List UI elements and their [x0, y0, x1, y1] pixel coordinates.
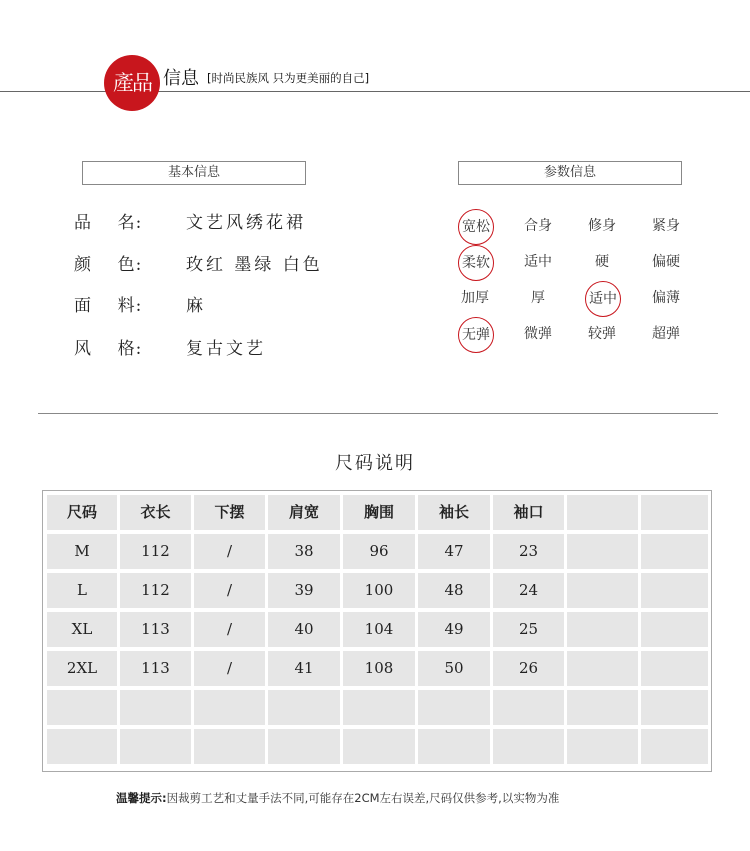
table-cell: [641, 534, 708, 569]
table-header-cell: 肩宽: [268, 495, 340, 530]
param-option: 超弹: [652, 326, 680, 342]
param-option: 紧身: [652, 218, 680, 234]
section-divider: [38, 413, 718, 414]
info-value: 麻: [186, 296, 206, 316]
table-cell: [343, 690, 415, 725]
table-cell: [268, 729, 340, 764]
table-cell: [343, 729, 415, 764]
table-cell: 49: [418, 612, 490, 647]
table-cell: /: [194, 651, 265, 686]
table-cell: [641, 612, 708, 647]
table-header-cell: 尺码: [47, 495, 117, 530]
param-info-label: 参数信息: [458, 161, 682, 185]
note-label: 温馨提示:: [116, 791, 167, 805]
table-cell: [567, 729, 638, 764]
table-cell: [493, 729, 564, 764]
table-cell: 47: [418, 534, 490, 569]
table-cell: [47, 690, 117, 725]
table-cell: L: [47, 573, 117, 608]
table-cell: 41: [268, 651, 340, 686]
table-cell: 24: [493, 573, 564, 608]
table-header-cell: 袖长: [418, 495, 490, 530]
table-cell: [567, 534, 638, 569]
info-key: 面 料:: [74, 296, 143, 316]
param-option-selected: 柔软: [458, 245, 494, 281]
table-cell: 100: [343, 573, 415, 608]
param-option: 微弹: [524, 326, 552, 342]
table-cell: [641, 729, 708, 764]
table-cell: [120, 729, 191, 764]
table-header-cell: 下摆: [194, 495, 265, 530]
info-row-name: [74, 208, 306, 234]
info-key: 风 格:: [74, 339, 143, 359]
table-cell: [641, 573, 708, 608]
param-option: 较弹: [588, 326, 616, 342]
info-key: 品 名:: [74, 213, 143, 233]
info-row-color: [74, 250, 323, 276]
info-row-style: [74, 334, 266, 360]
param-option: 偏薄: [652, 290, 680, 306]
table-cell: [194, 729, 265, 764]
param-option: 适中: [524, 254, 552, 270]
table-cell: 2XL: [47, 651, 117, 686]
table-cell: XL: [47, 612, 117, 647]
table-cell: [567, 573, 638, 608]
table-cell: 25: [493, 612, 564, 647]
table-cell: [268, 690, 340, 725]
table-header-cell: 胸围: [343, 495, 415, 530]
param-option-selected: 宽松: [458, 209, 494, 245]
table-header-cell: 袖口: [493, 495, 564, 530]
info-value: 文艺风绣花裙: [186, 213, 306, 233]
size-table-title: 尺码说明: [335, 453, 415, 474]
table-cell: 96: [343, 534, 415, 569]
table-cell: [493, 690, 564, 725]
header-subtitle: [时尚民族风 只为更美丽的自己]: [207, 71, 370, 85]
table-cell: /: [194, 573, 265, 608]
table-cell: 23: [493, 534, 564, 569]
table-cell: [194, 690, 265, 725]
table-cell: 48: [418, 573, 490, 608]
table-cell: 112: [120, 573, 191, 608]
param-option: 偏硬: [652, 254, 680, 270]
table-cell: 104: [343, 612, 415, 647]
table-cell: M: [47, 534, 117, 569]
table-cell: 39: [268, 573, 340, 608]
table-cell: [418, 690, 490, 725]
info-row-fabric: [74, 291, 206, 317]
table-cell: [641, 690, 708, 725]
table-cell: 50: [418, 651, 490, 686]
table-cell: [120, 690, 191, 725]
info-value: 玫红 墨绿 白色: [186, 255, 323, 275]
product-seal-logo: 產品: [104, 55, 160, 111]
table-cell: [47, 729, 117, 764]
param-option: 硬: [595, 254, 609, 270]
param-option-selected: 适中: [585, 281, 621, 317]
info-key: 颜 色:: [74, 255, 143, 275]
table-cell: /: [194, 534, 265, 569]
table-cell: [641, 651, 708, 686]
param-option: 厚: [531, 290, 545, 306]
table-cell: 26: [493, 651, 564, 686]
param-option: 加厚: [461, 290, 489, 306]
table-header-cell: [641, 495, 708, 530]
table-cell: 38: [268, 534, 340, 569]
table-header-cell: 衣长: [120, 495, 191, 530]
param-option: 合身: [524, 218, 552, 234]
param-option-selected: 无弹: [458, 317, 494, 353]
table-header-cell: [567, 495, 638, 530]
size-note: [116, 790, 559, 806]
table-cell: 113: [120, 651, 191, 686]
table-cell: [567, 690, 638, 725]
basic-info-label: 基本信息: [82, 161, 306, 185]
info-value: 复古文艺: [186, 339, 266, 359]
table-cell: 112: [120, 534, 191, 569]
table-cell: [567, 651, 638, 686]
table-cell: [418, 729, 490, 764]
header-title: 信息: [163, 68, 199, 89]
table-cell: 40: [268, 612, 340, 647]
table-cell: 108: [343, 651, 415, 686]
table-cell: [567, 612, 638, 647]
param-option: 修身: [588, 218, 616, 234]
table-cell: /: [194, 612, 265, 647]
note-text: 因裁剪工艺和丈量手法不同,可能存在2CM左右误差,尺码仅供参考,以实物为准: [166, 791, 560, 805]
table-cell: 113: [120, 612, 191, 647]
